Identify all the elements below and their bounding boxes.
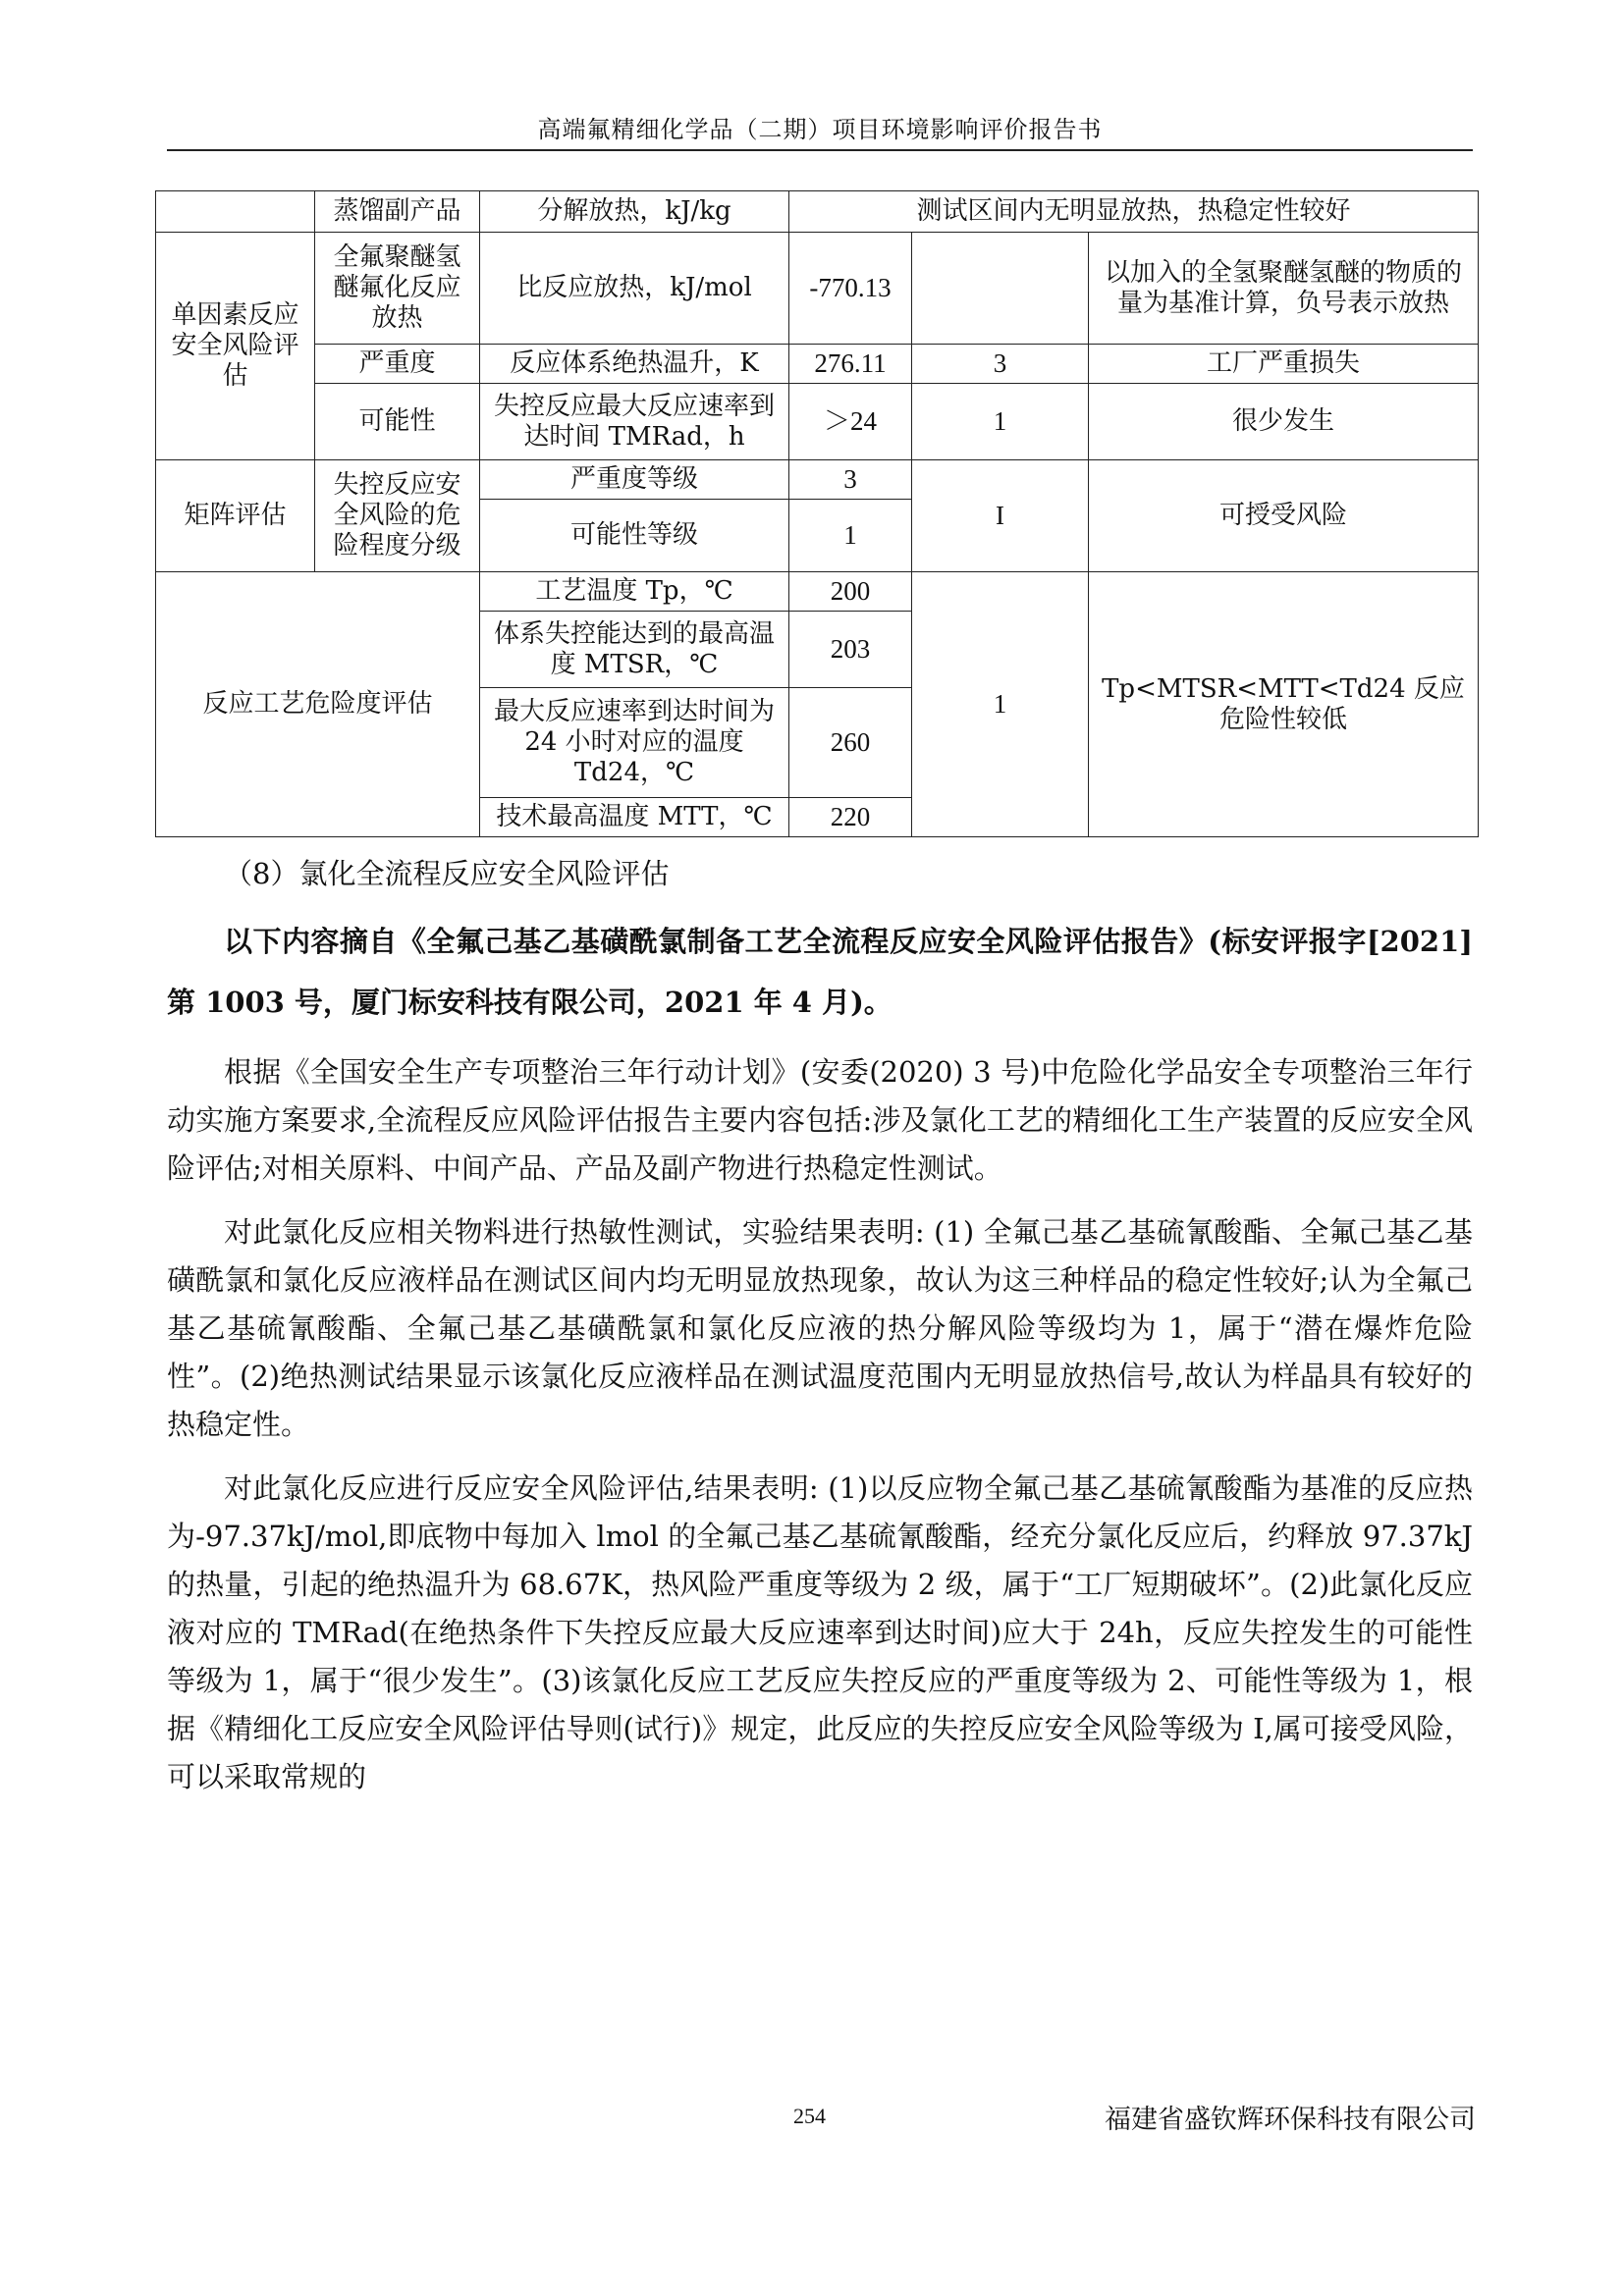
table-cell: 260 [789, 688, 912, 798]
table-cell: 3 [789, 460, 912, 500]
table-cell: I [912, 460, 1089, 572]
table-cell: 1 [912, 572, 1089, 837]
table-cell: 以加入的全氢聚醚氢醚的物质的量为基准计算，负号表示放热 [1089, 233, 1479, 345]
table-cell: 可能性等级 [480, 500, 789, 572]
table-row [156, 345, 1479, 384]
table-cell: ＞24 [789, 384, 912, 460]
section-heading: （8）氯化全流程反应安全风险评估 [224, 857, 670, 890]
table-row [156, 233, 1479, 345]
table-cell: 蒸馏副产品 [315, 191, 480, 233]
table-cell: 技术最高温度 MTT，℃ [480, 798, 789, 837]
table-cell: 203 [789, 612, 912, 688]
paragraph: 对此氯化反应相关物料进行热敏性测试，实验结果表明: (1) 全氟己基乙基硫氰酸酯、全氟己基乙基磺酰氯和氯化反应液样品在测试区间内均无明显放热现象，故认为这三种样品的稳定性较好;认为全氟己基乙基硫氰酸酯、全氟己基乙基磺酰氯和氯化反应液的热分解风险等级均为 1，属于“潜在爆炸危险性”。(2)绝热测试结果显示该氯化反应液样品在测试温度范围内无明显放热信号,故认为样晶具有较好的热稳定性。 [167, 1215, 1473, 1441]
table-cell: 严重度 [315, 345, 480, 384]
table-cell: 分解放热，kJ/kg [480, 191, 789, 233]
table-row [156, 460, 1479, 500]
body-text [167, 911, 1473, 1801]
table-cell: 220 [789, 798, 912, 837]
table-row [156, 572, 1479, 612]
table-cell: 276.11 [789, 345, 912, 384]
table-row [156, 384, 1479, 460]
table-cell: 工厂严重损失 [1089, 345, 1479, 384]
table-cell: 工艺温度 Tp，℃ [480, 572, 789, 612]
table-cell: -770.13 [789, 233, 912, 345]
excerpt-paragraph: 以下内容摘自《全氟己基乙基磺酰氯制备工艺全流程反应安全风险评估报告》(标安评报字[2021]第 1003 号，厦门标安科技有限公司，2021 年 4 月)。 [167, 925, 1473, 1019]
single-factor-label: 单因素反应安全风险评估 [156, 233, 315, 460]
table-cell: Tp<MTSR<MTT<Td24 反应危险性较低 [1089, 572, 1479, 837]
table-cell [156, 191, 315, 233]
paragraph: 根据《全国安全生产专项整治三年行动计划》(安委(2020) 3 号)中危险化学品安全专项整治三年行动实施方案要求,全流程反应风险评估报告主要内容包括:涉及氯化工艺的精细化工生产装置的反应安全风险评估;对相关原料、中间产品、产品及副产物进行热稳定性测试。 [167, 1055, 1473, 1185]
table-cell: 可授受风险 [1089, 460, 1479, 572]
table-cell: 1 [912, 384, 1089, 460]
matrix-label: 矩阵评估 [156, 460, 315, 572]
table-cell: 反应体系绝热温升，K [480, 345, 789, 384]
document-header: 高端氟精细化学品（二期）项目环境影响评价报告书 [537, 116, 1103, 143]
page-number: 254 [793, 2104, 826, 2128]
table-cell: 可能性 [315, 384, 480, 460]
table-cell: 3 [912, 345, 1089, 384]
table-cell [912, 233, 1089, 345]
table-cell: 体系失控能达到的最高温度 MTSR，℃ [480, 612, 789, 688]
header-rule [167, 149, 1473, 151]
process-label: 反应工艺危险度评估 [156, 572, 480, 837]
table-cell: 1 [789, 500, 912, 572]
table-cell: 失控反应最大反应速率到达时间 TMRad，h [480, 384, 789, 460]
footer-company: 福建省盛钦辉环保科技有限公司 [1105, 2105, 1476, 2135]
table-row [156, 191, 1479, 233]
table-cell: 全氟聚醚氢醚氟化反应放热 [315, 233, 480, 345]
table-cell: 失控反应安全风险的危险程度分级 [315, 460, 480, 572]
table-cell: 最大反应速率到达时间为 24 小时对应的温度 Td24，℃ [480, 688, 789, 798]
table-cell: 测试区间内无明显放热，热稳定性较好 [789, 191, 1479, 233]
paragraph: 对此氯化反应进行反应安全风险评估,结果表明: (1)以反应物全氟己基乙基硫氰酸酯为基准的反应热为-97.37kJ/mol,即底物中每加入 lmol 的全氟己基乙基硫氰酸酯，经充分氯化反应后，约释放 97.37kJ 的热量，引起的绝热温升为 68.67K，热风险严重度等级为 2 级，属于“工厂短期破坏”。(2)此氯化反应液对应的 TMRad(在绝热条件下失控反应最大反应速率到达时间)应大于 24h，反应失控发生的可能性等级为 1，属于“很少发生”。(3)该氯化反应工艺反应失控反应的严重度等级为 2、可能性等级为 1，根据《精细化工反应安全风险评估导则(试行)》规定，此反应的失控反应安全风险等级为 I,属可接受风险，可以采取常规的 [167, 1471, 1473, 1793]
table-cell: 200 [789, 572, 912, 612]
table-cell: 很少发生 [1089, 384, 1479, 460]
table-cell: 严重度等级 [480, 460, 789, 500]
table-cell: 比反应放热，kJ/mol [480, 233, 789, 345]
risk-assessment-table [155, 190, 1479, 837]
